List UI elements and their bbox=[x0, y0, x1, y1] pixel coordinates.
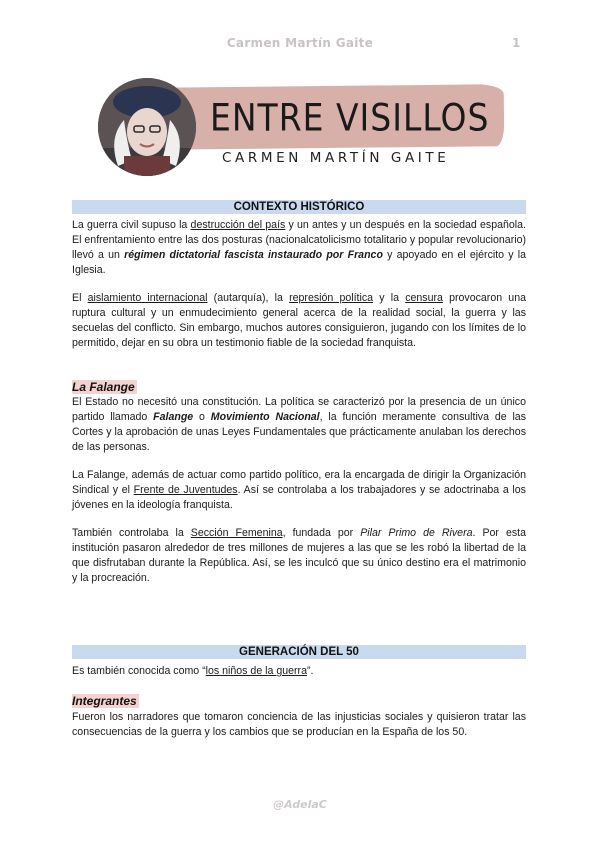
header-author: Carmen Martín Gaite bbox=[226, 36, 374, 50]
section-heading-generacion: GENERACIÓN DEL 50 bbox=[72, 645, 526, 659]
generacion-paragraph-1 bbox=[72, 664, 526, 679]
watermark: @AdelaC bbox=[273, 798, 327, 811]
text-run: y un antes y un después en la sociedad española. El enfrentamiento entre las dos posturas (nacionalcatolicismo totalitario y popular revolucionario) llevó a un bbox=[72, 219, 526, 261]
text-run: También controlaba la bbox=[72, 527, 191, 539]
text-run: y apoyado en el ejército y la Iglesia. bbox=[72, 248, 526, 276]
author-portrait bbox=[98, 78, 196, 176]
falange-paragraph-2 bbox=[72, 468, 526, 513]
text-run: Es también conocida como “ bbox=[72, 665, 206, 677]
text-run: ”. bbox=[306, 665, 314, 677]
underlined-term: destrucción del país bbox=[190, 219, 286, 231]
section-heading-contexto: CONTEXTO HISTÓRICO bbox=[72, 200, 526, 214]
text-run: y la bbox=[373, 292, 406, 304]
contexto-paragraph-1 bbox=[72, 218, 526, 278]
text-run: El bbox=[72, 292, 88, 304]
underlined-term: aislamiento internacional bbox=[87, 292, 208, 304]
text-run: (autarquía), la bbox=[207, 292, 290, 304]
emphasized-term: régimen dictatorial fascista instaurado por Franco bbox=[124, 248, 383, 261]
text-run: El Estado no necesitó una constitución. La política se caracterizó por la presencia de un único partido llamado bbox=[72, 396, 526, 423]
underlined-term: represión política bbox=[289, 292, 374, 304]
falange-paragraph-1 bbox=[72, 395, 526, 455]
contexto-paragraph-2 bbox=[72, 291, 526, 351]
text-run: , fundada por bbox=[282, 527, 361, 539]
text-run: . Por esta institución pasaron alrededor de tres millones de mujeres a las que se les robó la libertad de la que disfrutaban durante la República. Así, se les inculcó que su único destino era el matrimonio y la procreación. bbox=[72, 527, 526, 584]
underlined-term: Sección Femenina bbox=[190, 527, 283, 539]
text-run: La guerra civil supuso la bbox=[72, 219, 191, 231]
emphasized-term: Pilar Primo de Rivera bbox=[360, 527, 473, 539]
subheading-integrantes: Integrantes bbox=[72, 694, 137, 708]
falange-paragraph-3 bbox=[72, 526, 526, 586]
book-author: CARMEN MARTÍN GAITE bbox=[222, 150, 450, 166]
underlined-term: Frente de Juventudes bbox=[133, 483, 238, 496]
text-run: o bbox=[193, 410, 211, 423]
book-title: ENTRE VISILLOS bbox=[210, 96, 490, 140]
text-run: , la función meramente consultiva de las Cortes y la aprobación de unas Leyes Fundamentales que prácticamente anulaban los derechos de las personas. bbox=[72, 410, 526, 453]
subheading-falange: La Falange bbox=[72, 380, 135, 394]
text-run: provocaron una ruptura cultural y un enmudecimiento general acerca de la realidad social, la guerra y las secuelas del conflicto. Sin embargo, muchos autores consiguieron, jugando con los límites de lo permitido, dejar en su obra un testimonio fiable de la sociedad franquista. bbox=[72, 292, 526, 349]
emphasized-term: Movimiento Nacional bbox=[210, 410, 320, 423]
emphasized-term: Falange bbox=[153, 410, 194, 423]
underlined-term: censura bbox=[405, 292, 443, 304]
text-run: La Falange, además de actuar como partido político, era la encargada de dirigir la Organización Sindical y el bbox=[72, 469, 526, 496]
integrantes-paragraph-1: Fueron los narradores que tomaron conciencia de las injusticias sociales y quisieron tratar las consecuencias de la guerra y los cambios que se producían en la España de los 50. bbox=[72, 711, 526, 738]
underlined-term: los niños de la guerra bbox=[205, 665, 307, 677]
text-run: . Así se controlaba a los trabajadores y se adoctrinaba a los jóvenes en la ideología franquista. bbox=[72, 483, 526, 511]
header-page-number: 1 bbox=[512, 36, 521, 50]
